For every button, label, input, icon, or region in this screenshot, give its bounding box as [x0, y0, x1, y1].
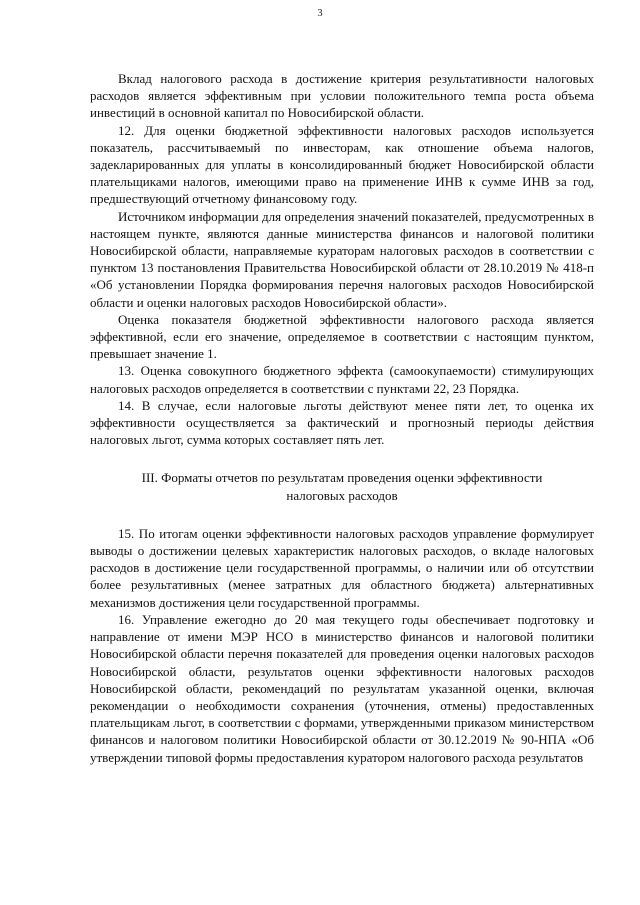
- paragraph-information-source: Источником информации для определения значений показателей, предусмотренных в настоящем пункте, являются данные министерства финансов и налоговой политики Новосибирской области, направляемые кураторам налоговых расходов в соответствии с пунктом 13 постановления Правительства Новосибирской области от 28.10.2019 № 418-п «Об установлении Порядка формирования перечня налоговых расходов Новосибирской области и оценки налоговых расходов Новосибирской области».: [90, 208, 594, 310]
- document-body: [90, 70, 594, 766]
- paragraph-efficiency-assessment: Оценка показателя бюджетной эффективности налогового расхода является эффективной, если его значение, определяемое в соответствии с настоящим пунктом, превышает значение 1.: [90, 311, 594, 362]
- paragraph-investment-criterion: Вклад налогового расхода в достижение критерия результативности налоговых расходов является эффективным при условии положительного темпа роста объема инвестиций в основной капитал по Новосибирской области.: [90, 71, 594, 121]
- paragraph-13: 13. Оценка совокупного бюджетного эффекта (самоокупаемости) стимулирующих налоговых расходов определяется в соответствии с пунктами 22, 23 Порядка.: [90, 363, 594, 396]
- paragraph-15: 15. По итогам оценки эффективности налоговых расходов управление формулирует выводы о достижении целевых характеристик налоговых расходов, о вкладе налоговых расходов в достижение цели государственной программы, о наличии или об отсутствии более результативных (менее затратных для областного бюджета) альтернативных механизмов достижения цели государственной программы.: [90, 525, 594, 610]
- paragraph-12: 12. Для оценки бюджетной эффективности налоговых расходов используется показатель, рассчитываемый по инвесторам, как отношение объема налогов, задекларированных для уплаты в консолидированный бюджет Новосибирской области плательщиками налогов, имеющими право на применение ИНВ к сумме ИНВ за год, предшествующий отчетному финансовому году.: [90, 122, 594, 207]
- paragraph-16: 16. Управление ежегодно до 20 мая текущего годы обеспечивает подготовку и направление от имени МЭР НСО в министерство финансов и налоговой политики Новосибирской области перечня показателей для проведения оценки налоговых расходов Новосибирской области, результатов оценки эффективности налоговых расходов Новосибирской области, рекомендаций по результатам указанной оценки, включая рекомендации о необходимости сохранения (уточнения, отмены) предоставленных плательщикам льгот, в соответствии с формами, утвержденными приказом министерством финансов и налоговом политики Новосибирской области от 30.12.2019 № 90-НПА «Об утверждении типовой формы предоставления куратором налогового расхода результатов: [90, 611, 594, 765]
- paragraph-14: 14. В случае, если налоговые льготы действуют менее пяти лет, то оценка их эффективности осуществляется за фактический и прогнозный периоды действия налоговых льгот, сумма которых составляет пять лет.: [90, 397, 594, 448]
- section-heading-iii: III. Форматы отчетов по результатам проведения оценки эффективности налоговых расходов: [141, 470, 543, 503]
- page-number: 3: [317, 8, 323, 19]
